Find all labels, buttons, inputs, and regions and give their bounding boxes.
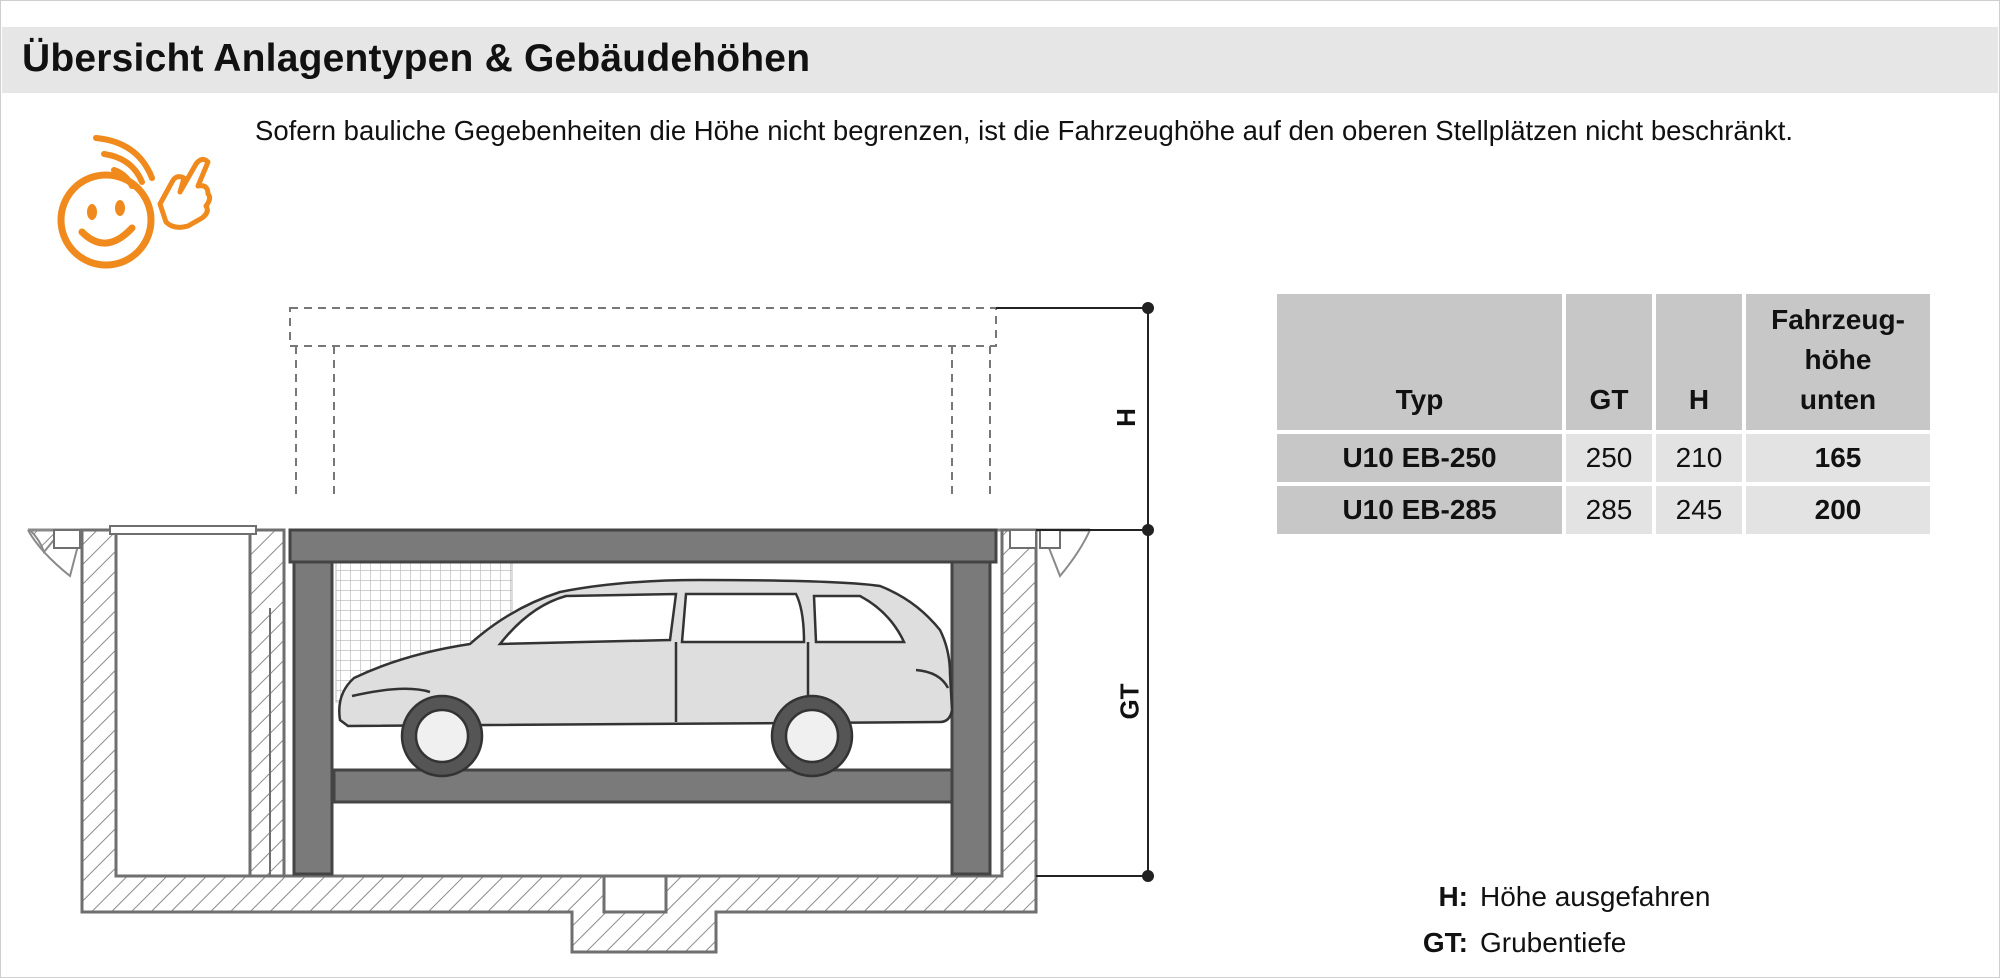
cell-h: 210 [1656,434,1742,482]
cell-gt: 250 [1566,434,1652,482]
pit-diagram [0,290,1160,978]
cell-gt: 285 [1566,486,1652,534]
col-header-fahrzeughoehe-line3: unten [1799,384,1877,415]
table-row [1277,434,1930,482]
legend-item [1408,920,1710,966]
table-row [1277,486,1930,534]
extended-outline [290,308,996,496]
legend-item [1408,874,1710,920]
legend-text: Höhe ausgefahren [1480,881,1711,912]
drain-sump [604,876,666,912]
col-header-gt: GT [1566,294,1652,430]
col-header-fahrzeughoehe [1746,294,1930,430]
col-header-typ: Typ [1277,294,1562,430]
legend-key: H: [1438,881,1468,912]
info-note: Sofern bauliche Gegebenheiten die Höhe nicht begrenzen, ist die Fahrzeughöhe auf den oberen Stellplätzen nicht beschränkt. [255,115,1793,146]
cell-fahrzeughoehe: 200 [1746,486,1930,534]
spec-table [1273,290,1934,538]
dimension-label-gt: GT [1114,683,1145,720]
cell-typ: U10 EB-285 [1277,486,1562,534]
dimension-label-h: H [1110,408,1141,427]
page-title: Übersicht Anlagentypen & Gebäudehöhen [22,37,811,80]
cell-fahrzeughoehe: 165 [1746,434,1930,482]
legend-key: GT: [1422,927,1468,958]
legend [1408,874,1710,966]
table-header-row [1277,294,1930,430]
cell-h: 245 [1656,486,1742,534]
legend-text: Grubentiefe [1480,927,1627,958]
smiley-pointing-icon [48,118,220,278]
col-header-fahrzeughoehe-line1: Fahrzeug- [1771,304,1905,335]
title-bar [2,27,1998,93]
col-header-h: H [1656,294,1742,430]
col-header-fahrzeughoehe-line2: höhe [1804,344,1872,375]
cell-typ: U10 EB-250 [1277,434,1562,482]
